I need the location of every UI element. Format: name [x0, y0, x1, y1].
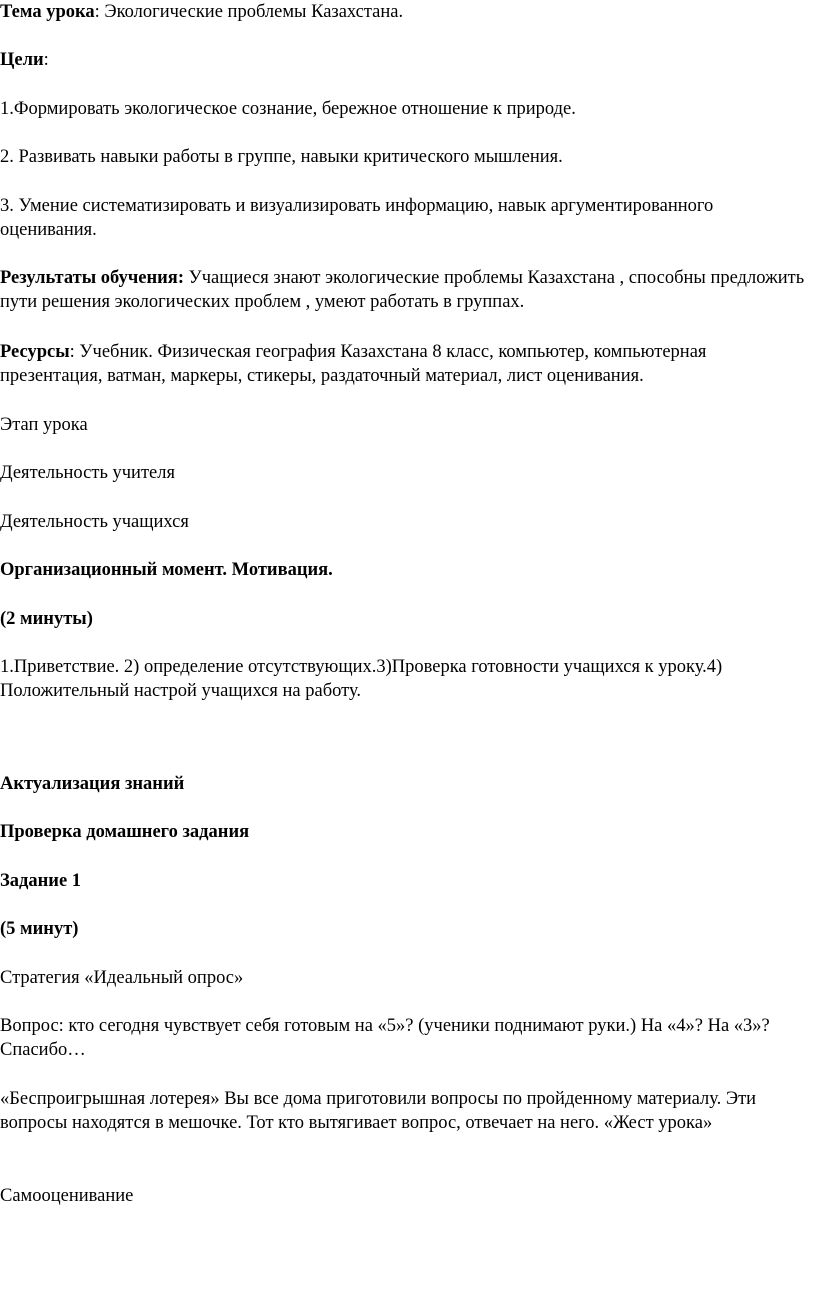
results-label: Результаты обучения:: [0, 268, 184, 288]
org-duration: [0, 607, 812, 631]
goals-heading: [0, 48, 812, 72]
goals-label: Цели: [0, 50, 44, 70]
homework-check-heading: [0, 820, 812, 844]
knowledge-update-text: Актуализация знаний: [0, 774, 185, 794]
topic-sep: :: [94, 2, 100, 22]
goals-sep: :: [43, 50, 49, 70]
goal-item-2: 2. Развивать навыки работы в группе, навыки критического мышления.: [0, 147, 563, 167]
results-paragraph: [0, 266, 812, 314]
goal-item-1: 1.Формировать экологическое сознание, бережное отношение к природе.: [0, 99, 576, 119]
org-steps-paragraph: 1.Приветствие. 2) определение отсутствующих.3)Проверка готовности учащихся к уроку.4) Положительный настрой учащихся на работу.: [0, 657, 723, 701]
homework-check-text: Проверка домашнего задания: [0, 822, 250, 842]
knowledge-update-heading: [0, 772, 812, 796]
resources-sep: :: [69, 342, 75, 362]
org-moment-heading: [0, 558, 812, 582]
org-duration-text: (2 минуты): [0, 609, 93, 629]
question-paragraph: Вопрос: кто сегодня чувствует себя готовым на «5»? (ученики поднимают руки.) На «4»? На «3»? Спасибо…: [0, 1016, 770, 1060]
resources-label: Ресурсы: [0, 342, 70, 362]
topic-label: Тема урока: [0, 2, 95, 22]
lottery-paragraph: «Беспроигрышная лотерея» Вы все дома приготовили вопросы по пройденному материалу. Эти вопросы находятся в мешочке. Тот кто вытягивает вопрос, отвечает на него. «Жест урока»: [0, 1089, 757, 1133]
stage-label: Этап урока: [0, 415, 88, 435]
student-activity-label: Деятельность учащихся: [0, 512, 189, 532]
results-text: Учащиеся знают экологические проблемы Казахстана , способны предложить пути решения экологических проблем , умеют работать в группах.: [0, 268, 805, 312]
topic-text: Экологические проблемы Казахстана.: [99, 2, 404, 22]
task1-text: Задание 1: [0, 871, 82, 891]
strategy-line: Стратегия «Идеальный опрос»: [0, 968, 244, 988]
task1-duration-text: (5 минут): [0, 919, 79, 939]
topic-line: [0, 0, 812, 24]
goal-item-3: 3. Умение систематизировать и визуализировать информацию, навык аргументированного оценивания.: [0, 196, 714, 240]
resources-paragraph: [0, 340, 812, 388]
resources-text: Учебник. Физическая география Казахстана 8 класс, компьютер, компьютерная презентация, ватман, маркеры, стикеры, раздаточный материал, лист оценивания.: [0, 342, 707, 386]
teacher-activity-label: Деятельность учителя: [0, 463, 175, 483]
task1-heading: [0, 869, 812, 893]
task1-duration: [0, 917, 812, 941]
org-moment-text: Организационный момент. Мотивация.: [0, 560, 333, 580]
self-assessment-line: Самооценивание: [0, 1186, 134, 1206]
